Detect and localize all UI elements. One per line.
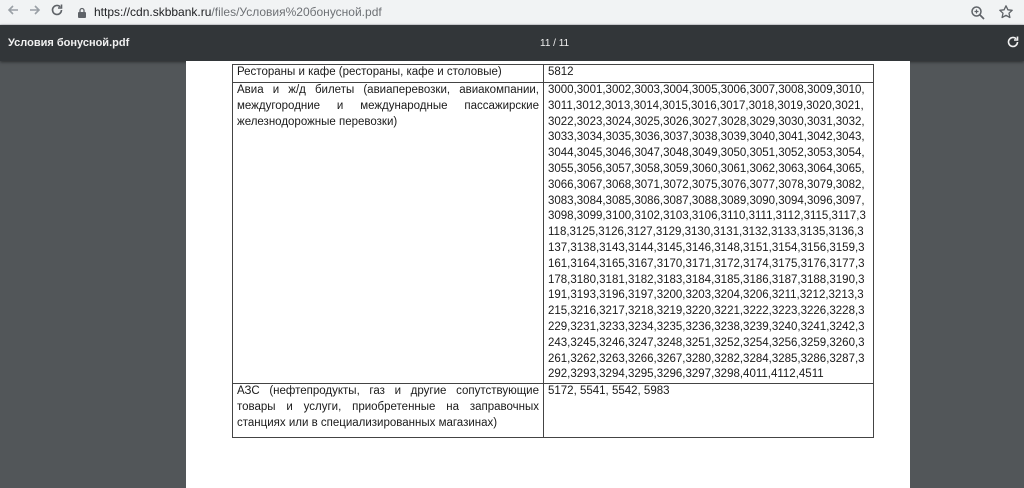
codes-cell: 5172, 5541, 5542, 5983 (544, 384, 874, 438)
category-cell: Авиа и ж/д билеты (авиаперевозки, авиакомпании, междугородние и международные пассажирские железнодорожные перевозки) (233, 83, 544, 384)
page-indicator: 11 / 11 (540, 38, 570, 49)
url-host: https://cdn.skbbank.ru (94, 5, 212, 19)
pdf-file-title: Условия бонусной.pdf (8, 37, 130, 49)
bookmark-star-icon[interactable] (998, 4, 1014, 20)
reload-icon[interactable] (48, 3, 66, 21)
address-bar[interactable] (72, 3, 1022, 22)
forward-arrow-icon[interactable] (26, 3, 44, 21)
url-path: /files/Условия%20бонусной.pdf (211, 5, 382, 19)
table-row (233, 65, 874, 83)
category-cell: Рестораны и кафе (рестораны, кафе и столовые) (233, 65, 544, 83)
pdf-toolbar (0, 25, 1024, 61)
back-arrow-icon[interactable] (4, 3, 22, 21)
category-cell: АЗС (нефтепродукты, газ и другие сопутствующие товары и услуги, приобретенные на заправочных станциях или в специализированных магазинах) (233, 384, 544, 438)
lock-icon (77, 7, 87, 18)
codes-cell: 3000,3001,3002,3003,3004,3005,3006,3007,3008,3009,3010,3011,3012,3013,3014,3015,3016,3017,3018,3019,3020,3021,3022,3023,3024,3025,3026,3027,3028,3029,3030,3031,3032,3033,3034,3035,3036,3037,3038,3039,3040,3041,3042,3043,3044,3045,3046,3047,3048,3049,3050,3051,3052,3053,3054,3055,3056,3057,3058,3059,3060,3061,3062,3063,3064,3065,3066,3067,3068,3071,3072,3075,3076,3077,3078,3079,3082,3083,3084,3085,3086,3087,3088,3089,3090,3094,3096,3097,3098,3099,3100,3102,3103,3106,3110,3111,3112,3115,3117,3118,3125,3126,3127,3129,3130,3131,3132,3133,3135,3136,3137,3138,3143,3144,3145,3146,3148,3151,3154,3156,3159,3161,3164,3165,3167,3170,3171,3172,3174,3175,3176,3177,3178,3180,3181,3182,3183,3184,3185,3186,3187,3188,3190,3191,3193,3196,3197,3200,3203,3204,3206,3211,3212,3213,3215,3216,3217,3218,3219,3220,3221,3222,3223,3226,3228,3229,3231,3233,3234,3235,3236,3238,3239,3240,3241,3242,3243,3245,3246,3247,3248,3251,3252,3254,3256,3259,3260,3261,3262,3263,3266,3267,3280,3282,3284,3285,3286,3287,3292,3293,3294,3295,3296,3297,3298,4011,4112,4511 (544, 83, 874, 384)
table-row (233, 83, 874, 384)
rotate-icon[interactable] (1006, 35, 1020, 49)
mcc-table (232, 64, 874, 438)
pdf-page (186, 61, 910, 488)
table-row (233, 384, 874, 438)
browser-toolbar (0, 0, 1024, 25)
zoom-icon[interactable] (970, 5, 986, 21)
url-text (94, 5, 382, 19)
codes-cell: 5812 (544, 65, 874, 83)
